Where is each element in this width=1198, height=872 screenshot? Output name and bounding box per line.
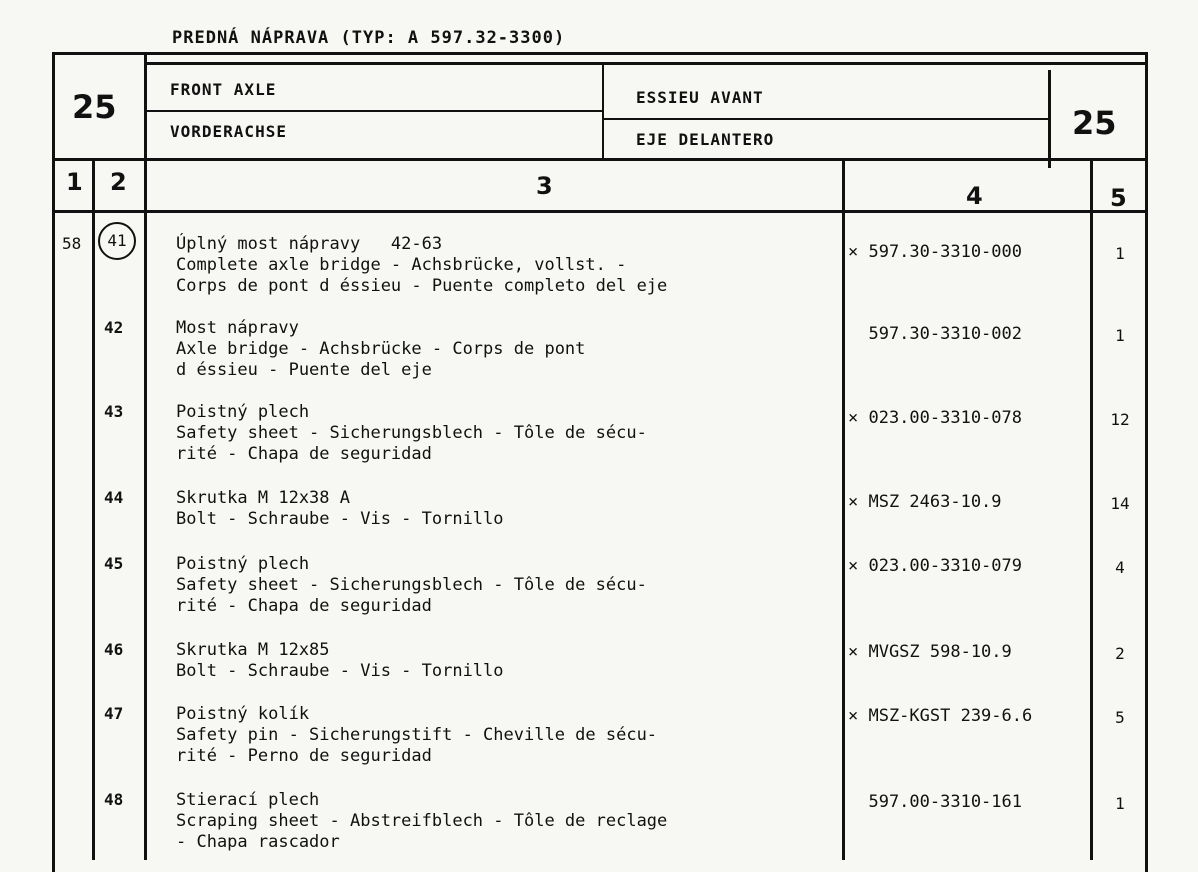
table-row [0,318,1198,398]
position-number: 48 [104,790,124,809]
group-number-right: 25 [1072,104,1117,142]
group-number-left: 25 [72,88,117,126]
description-line: Complete axle bridge - Achsbrücke, vollst. - [176,255,627,275]
quantity: 1 [1115,794,1125,813]
position-number: 41 [98,222,136,260]
table-row [0,231,1198,314]
header-de: VORDERACHSE [170,122,287,141]
part-description [176,704,657,767]
position-number: 42 [104,318,124,337]
part-number: × 023.00-3310-079 [848,556,1022,576]
position-number: 43 [104,402,124,421]
description-line: Axle bridge - Achsbrücke - Corps de pont [176,339,586,359]
quantity: 5 [1115,708,1125,727]
description-line: d éssieu - Puente del eje [176,360,432,380]
part-number: 597.30-3310-002 [848,324,1022,344]
quantity: 14 [1110,494,1130,513]
divider [146,110,604,112]
description-line: Úplný most nápravy 42-63 [176,234,443,254]
description-line: Safety sheet - Sicherungsblech - Tôle de sécu- [176,423,647,443]
table-row [0,554,1198,634]
table-row [0,402,1198,482]
description-line: Bolt - Schraube - Vis - Tornillo [176,509,504,529]
column-header-3: 3 [536,172,553,200]
part-number: × MSZ-KGST 239-6.6 [848,706,1033,726]
divider [602,118,1050,120]
quantity: 2 [1115,644,1125,663]
header-fr: ESSIEU AVANT [636,88,764,107]
part-number: 597.00-3310-161 [848,792,1022,812]
description-line: Corps de pont d éssieu - Puente completo del eje [176,276,668,296]
quantity: 1 [1115,244,1125,263]
description-line: Safety pin - Sicherungstift - Cheville de sécu- [176,725,658,745]
document-title: PREDNÁ NÁPRAVA (TYP: A 597.32-3300) [172,28,566,48]
quantity: 4 [1115,558,1125,577]
description-line: Safety sheet - Sicherungsblech - Tôle de sécu- [176,575,647,595]
part-number: × MSZ 2463-10.9 [848,492,1002,512]
description-line: Poistný plech [176,402,310,422]
part-description [176,640,504,682]
column-header-1: 1 [66,168,83,196]
description-line: rité - Chapa de seguridad [176,596,432,616]
position-number: 45 [104,554,124,573]
divider [52,210,1148,213]
position-number: 44 [104,488,124,507]
column-header-5: 5 [1110,184,1127,212]
part-description [176,318,585,381]
description-line: Most nápravy [176,318,299,338]
part-description [176,488,504,530]
part-number: × 597.30-3310-000 [848,242,1022,262]
table-row [0,790,1198,870]
column-header-2: 2 [110,168,127,196]
divider [52,158,1148,161]
position-number: 46 [104,640,124,659]
description-line: rité - Chapa de seguridad [176,444,432,464]
header-en: FRONT AXLE [170,80,277,99]
description-line: Skrutka M 12x85 [176,640,330,660]
column-header-4: 4 [966,182,983,210]
description-line: rité - Perno de seguridad [176,746,432,766]
part-description [176,234,667,297]
description-line: - Chapa rascador [176,832,340,852]
divider [146,62,1148,65]
header-es: EJE DELANTERO [636,130,775,149]
part-number: × 023.00-3310-078 [848,408,1022,428]
part-description [176,554,647,617]
quantity: 12 [1110,410,1130,429]
description-line: Scraping sheet - Abstreifblech - Tôle de reclage [176,811,668,831]
description-line: Bolt - Schraube - Vis - Tornillo [176,661,504,681]
description-line: Skrutka M 12x38 A [176,488,350,508]
description-line: Poistný plech [176,554,310,574]
part-number: × MVGSZ 598-10.9 [848,642,1012,662]
row-ref-number: 58 [62,234,82,253]
position-number: 47 [104,704,124,723]
quantity: 1 [1115,326,1125,345]
part-description [176,402,647,465]
part-description [176,790,667,853]
description-line: Stierací plech [176,790,320,810]
description-line: Poistný kolík [176,704,310,724]
table-row [0,704,1198,784]
